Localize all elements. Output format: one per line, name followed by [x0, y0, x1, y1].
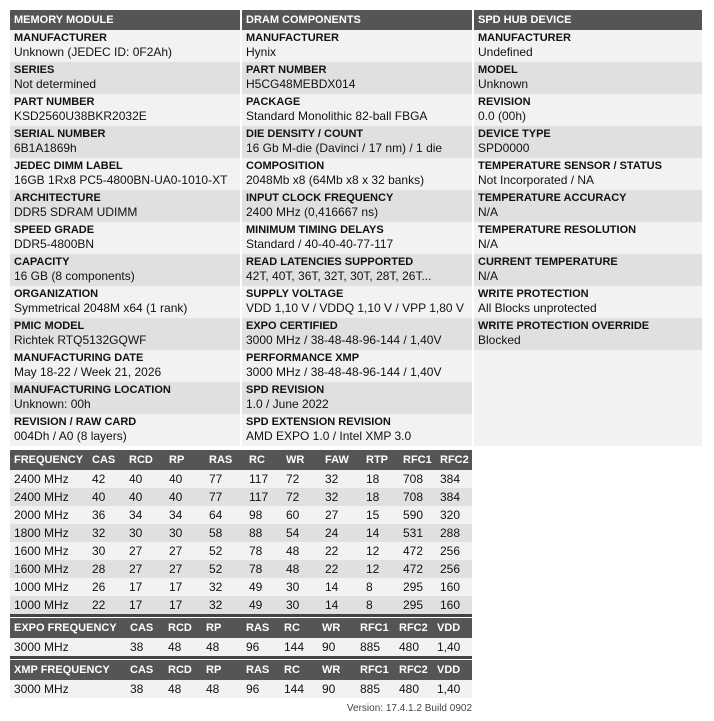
info-row	[10, 414, 240, 446]
table-cell: 48	[282, 560, 321, 578]
info-label: TEMPERATURE ACCURACY	[478, 192, 627, 204]
info-label: MANUFACTURING LOCATION	[14, 384, 171, 396]
info-label: REVISION	[478, 96, 531, 108]
table-cell: 24	[321, 524, 362, 542]
info-value: DDR5 SDRAM UDIMM	[14, 205, 138, 219]
info-label: REVISION / RAW CARD	[14, 416, 137, 428]
info-row	[474, 126, 702, 158]
info-value: 0.0 (00h)	[478, 109, 527, 123]
table-cell: 15	[362, 506, 399, 524]
info-row	[242, 286, 472, 318]
info-label: MANUFACTURER	[246, 32, 339, 44]
column-header: RFC1	[356, 618, 395, 638]
column-header: RC	[245, 450, 282, 470]
table-row	[10, 506, 472, 524]
table-row	[10, 638, 472, 656]
table-header-row	[10, 660, 472, 680]
info-value: 16GB 1Rx8 PC5-4800BN-UA0-1010-XT	[14, 173, 228, 187]
info-row	[10, 318, 240, 350]
table-cell: 1800 MHz	[10, 524, 88, 542]
expo-table	[10, 618, 472, 656]
column-header: RP	[165, 450, 205, 470]
info-row	[10, 30, 240, 62]
table-cell: 17	[165, 578, 205, 596]
info-label: CAPACITY	[14, 256, 70, 268]
table-cell: 160	[436, 578, 472, 596]
info-value: 2400 MHz (0,416667 ns)	[246, 205, 379, 219]
info-value: Richtek RTQ5132GQWF	[14, 333, 147, 347]
column-header: EXPO FREQUENCY	[10, 618, 126, 638]
table-cell: 32	[205, 578, 245, 596]
column-header: WR	[318, 660, 356, 680]
info-value: All Blocks unprotected	[478, 301, 597, 315]
table-cell: 34	[125, 506, 165, 524]
info-value: Not determined	[14, 77, 97, 91]
table-cell: 48	[202, 680, 242, 698]
info-value: 3000 MHz / 38-48-48-96-144 / 1,40V	[246, 365, 442, 379]
column-header: MEMORY MODULE	[10, 10, 240, 30]
table-cell: 32	[205, 596, 245, 614]
spd-hub-column	[474, 10, 702, 446]
info-label: MANUFACTURER	[478, 32, 571, 44]
column-header: RAS	[242, 660, 280, 680]
column-header: RCD	[164, 618, 202, 638]
column-header: RFC2	[395, 618, 433, 638]
divider	[10, 614, 472, 617]
info-label: PART NUMBER	[246, 64, 327, 76]
table-cell: 590	[399, 506, 436, 524]
table-cell: 27	[125, 542, 165, 560]
column-header: VDD	[433, 618, 472, 638]
table-cell: 96	[242, 638, 280, 656]
info-label: EXPO CERTIFIED	[246, 320, 338, 332]
table-cell: 98	[245, 506, 282, 524]
table-cell: 32	[321, 470, 362, 488]
table-cell: 295	[399, 578, 436, 596]
column-header: RC	[280, 660, 318, 680]
info-label: COMPOSITION	[246, 160, 325, 172]
xmp-table	[10, 660, 472, 698]
table-cell: 18	[362, 470, 399, 488]
info-row	[474, 158, 702, 190]
table-cell: 117	[245, 470, 282, 488]
info-value: DDR5-4800BN	[14, 237, 95, 251]
info-label: SUPPLY VOLTAGE	[246, 288, 344, 300]
info-label: MINIMUM TIMING DELAYS	[246, 224, 384, 236]
info-row	[10, 190, 240, 222]
info-label: ARCHITECTURE	[14, 192, 101, 204]
table-cell: 48	[202, 638, 242, 656]
table-cell: 52	[205, 542, 245, 560]
table-cell: 1000 MHz	[10, 578, 88, 596]
info-value: Not Incorporated / NA	[478, 173, 595, 187]
table-cell: 48	[164, 680, 202, 698]
table-cell: 49	[245, 578, 282, 596]
info-value: Standard / 40-40-40-77-117	[246, 237, 394, 251]
table-cell: 256	[436, 560, 472, 578]
info-value: Unknown (JEDEC ID: 0F2Ah)	[14, 45, 173, 59]
table-cell: 22	[88, 596, 125, 614]
info-label: PERFORMANCE XMP	[246, 352, 360, 364]
table-cell: 40	[165, 488, 205, 506]
table-cell: 22	[321, 542, 362, 560]
table-cell: 708	[399, 488, 436, 506]
info-value: Standard Monolithic 82-ball FBGA	[246, 109, 428, 123]
table-cell: 90	[318, 680, 356, 698]
info-value: AMD EXPO 1.0 / Intel XMP 3.0	[246, 429, 412, 443]
info-label: WRITE PROTECTION	[478, 288, 589, 300]
info-row	[474, 62, 702, 94]
info-row	[242, 190, 472, 222]
table-cell: 8	[362, 578, 399, 596]
table-cell: 17	[125, 596, 165, 614]
table-cell: 60	[282, 506, 321, 524]
info-row	[10, 126, 240, 158]
column-header: WR	[318, 618, 356, 638]
table-cell: 531	[399, 524, 436, 542]
table-cell: 88	[245, 524, 282, 542]
info-row	[10, 286, 240, 318]
info-value: N/A	[478, 205, 499, 219]
table-cell: 58	[205, 524, 245, 542]
info-row	[242, 126, 472, 158]
dram-components-column	[242, 10, 472, 446]
divider	[10, 656, 472, 659]
table-cell: 17	[125, 578, 165, 596]
table-cell: 52	[205, 560, 245, 578]
info-label: MANUFACTURING DATE	[14, 352, 144, 364]
table-cell: 36	[88, 506, 125, 524]
table-cell: 40	[125, 488, 165, 506]
info-row	[474, 190, 702, 222]
info-value: 16 Gb M-die (Davinci / 17 nm) / 1 die	[246, 141, 443, 155]
table-cell: 28	[88, 560, 125, 578]
table-cell: 2400 MHz	[10, 470, 88, 488]
table-cell: 30	[88, 542, 125, 560]
table-cell: 77	[205, 488, 245, 506]
info-value: Unknown: 00h	[14, 397, 91, 411]
table-cell: 256	[436, 542, 472, 560]
table-cell: 885	[356, 680, 395, 698]
table-cell: 27	[165, 560, 205, 578]
info-value: N/A	[478, 237, 499, 251]
table-cell: 885	[356, 638, 395, 656]
column-header: RCD	[125, 450, 165, 470]
table-cell: 27	[321, 506, 362, 524]
info-value: 004Dh / A0 (8 layers)	[14, 429, 127, 443]
info-value: N/A	[478, 269, 499, 283]
table-cell: 8	[362, 596, 399, 614]
info-label: ORGANIZATION	[14, 288, 99, 300]
info-label: SPD REVISION	[246, 384, 325, 396]
table-header-row	[10, 450, 472, 470]
table-cell: 708	[399, 470, 436, 488]
table-cell: 64	[205, 506, 245, 524]
table-cell: 27	[165, 542, 205, 560]
column-header: FREQUENCY	[10, 450, 88, 470]
info-row	[10, 158, 240, 190]
column-header: RP	[202, 660, 242, 680]
table-cell: 30	[282, 578, 321, 596]
table-cell: 144	[280, 680, 318, 698]
table-cell: 2000 MHz	[10, 506, 88, 524]
table-cell: 144	[280, 638, 318, 656]
info-label: SPEED GRADE	[14, 224, 95, 236]
table-row	[10, 680, 472, 698]
table-cell: 480	[395, 638, 433, 656]
info-label: PACKAGE	[246, 96, 301, 108]
table-cell: 1000 MHz	[10, 596, 88, 614]
table-cell: 14	[362, 524, 399, 542]
table-row	[10, 470, 472, 488]
info-row	[242, 382, 472, 414]
info-value: Blocked	[478, 333, 521, 347]
table-cell: 40	[88, 488, 125, 506]
table-cell: 54	[282, 524, 321, 542]
table-cell: 30	[125, 524, 165, 542]
column-header: RFC2	[436, 450, 472, 470]
table-row	[10, 560, 472, 578]
column-header: SPD HUB DEVICE	[474, 10, 702, 30]
info-label: DEVICE TYPE	[478, 128, 551, 140]
table-cell: 1,40	[433, 680, 472, 698]
table-cell: 288	[436, 524, 472, 542]
table-cell: 38	[126, 638, 164, 656]
table-cell: 34	[165, 506, 205, 524]
table-cell: 1600 MHz	[10, 542, 88, 560]
info-row	[242, 350, 472, 382]
table-cell: 117	[245, 488, 282, 506]
column-header: RAS	[242, 618, 280, 638]
info-value: 1.0 / June 2022	[246, 397, 329, 411]
info-value: SPD0000	[478, 141, 530, 155]
info-value: Unknown	[478, 77, 529, 91]
table-row	[10, 542, 472, 560]
info-label: READ LATENCIES SUPPORTED	[246, 256, 414, 268]
column-header: FAW	[321, 450, 362, 470]
table-cell: 384	[436, 470, 472, 488]
info-row	[474, 30, 702, 62]
info-value: Hynix	[246, 45, 277, 59]
info-row	[474, 254, 702, 286]
info-label: WRITE PROTECTION OVERRIDE	[478, 320, 650, 332]
info-label: TEMPERATURE SENSOR / STATUS	[478, 160, 662, 172]
info-value: 3000 MHz / 38-48-48-96-144 / 1,40V	[246, 333, 442, 347]
column-header: RTP	[362, 450, 399, 470]
table-cell: 32	[88, 524, 125, 542]
table-row	[10, 578, 472, 596]
info-row	[10, 222, 240, 254]
table-cell: 3000 MHz	[10, 638, 126, 656]
column-header: RP	[202, 618, 242, 638]
column-header: RFC2	[395, 660, 433, 680]
column-header: WR	[282, 450, 321, 470]
info-row	[474, 318, 702, 350]
info-value: KSD2560U38BKR2032E	[14, 109, 147, 123]
column-header: CAS	[126, 660, 164, 680]
table-cell: 12	[362, 542, 399, 560]
info-value: H5CG48MEBDX014	[246, 77, 356, 91]
info-value: Symmetrical 2048M x64 (1 rank)	[14, 301, 188, 315]
info-label: PART NUMBER	[14, 96, 95, 108]
info-label: INPUT CLOCK FREQUENCY	[246, 192, 394, 204]
info-value: 2048Mb x8 (64Mb x8 x 32 banks)	[246, 173, 425, 187]
info-label: TEMPERATURE RESOLUTION	[478, 224, 637, 236]
info-row	[242, 158, 472, 190]
info-value: 16 GB (8 components)	[14, 269, 135, 283]
table-cell: 17	[165, 596, 205, 614]
table-cell: 30	[165, 524, 205, 542]
column-header: XMP FREQUENCY	[10, 660, 126, 680]
info-value: VDD 1,10 V / VDDQ 1,10 V / VPP 1,80 V	[246, 301, 464, 315]
info-label: SERIAL NUMBER	[14, 128, 106, 140]
table-cell: 40	[125, 470, 165, 488]
version-label: Version: 17.4.1.2 Build 0902	[346, 703, 472, 714]
table-cell: 22	[321, 560, 362, 578]
info-value: 42T, 40T, 36T, 32T, 30T, 28T, 26T...	[246, 269, 432, 283]
table-cell: 32	[321, 488, 362, 506]
info-value: Undefined	[478, 45, 533, 59]
column-header: DRAM COMPONENTS	[242, 10, 472, 30]
table-cell: 78	[245, 560, 282, 578]
info-row	[10, 62, 240, 94]
memory-module-column	[10, 10, 240, 446]
table-cell: 40	[165, 470, 205, 488]
info-row	[242, 318, 472, 350]
table-cell: 72	[282, 470, 321, 488]
info-row	[242, 62, 472, 94]
table-row	[10, 488, 472, 506]
table-cell: 12	[362, 560, 399, 578]
info-row	[242, 414, 472, 446]
column-header: RFC1	[356, 660, 395, 680]
timing-table	[10, 450, 472, 614]
table-cell: 14	[321, 578, 362, 596]
table-cell: 295	[399, 596, 436, 614]
table-cell: 160	[436, 596, 472, 614]
table-cell: 30	[282, 596, 321, 614]
info-label: SERIES	[14, 64, 55, 76]
info-value: 6B1A1869h	[14, 141, 77, 155]
table-cell: 1,40	[433, 638, 472, 656]
info-value: May 18-22 / Week 21, 2026	[14, 365, 162, 379]
table-cell: 3000 MHz	[10, 680, 126, 698]
table-cell: 49	[245, 596, 282, 614]
column-header: RFC1	[399, 450, 436, 470]
table-cell: 18	[362, 488, 399, 506]
info-row	[10, 94, 240, 126]
info-row	[10, 254, 240, 286]
info-row	[10, 382, 240, 414]
info-row	[10, 350, 240, 382]
info-label: MODEL	[478, 64, 518, 76]
table-cell: 27	[125, 560, 165, 578]
table-cell: 77	[205, 470, 245, 488]
column-header: RC	[280, 618, 318, 638]
info-row	[474, 94, 702, 126]
info-label: SPD EXTENSION REVISION	[246, 416, 391, 428]
empty-cell	[474, 414, 702, 446]
info-label: MANUFACTURER	[14, 32, 107, 44]
table-header-row	[10, 618, 472, 638]
empty-cell	[474, 382, 702, 414]
table-cell: 1600 MHz	[10, 560, 88, 578]
info-label: JEDEC DIMM LABEL	[14, 160, 123, 172]
info-row	[242, 94, 472, 126]
table-cell: 38	[126, 680, 164, 698]
table-row	[10, 524, 472, 542]
table-cell: 480	[395, 680, 433, 698]
table-cell: 48	[164, 638, 202, 656]
info-grid	[10, 10, 702, 446]
info-row	[242, 254, 472, 286]
info-row	[474, 286, 702, 318]
column-header: RCD	[164, 660, 202, 680]
info-label: DIE DENSITY / COUNT	[246, 128, 364, 140]
table-cell: 320	[436, 506, 472, 524]
info-label: PMIC MODEL	[14, 320, 85, 332]
table-cell: 2400 MHz	[10, 488, 88, 506]
table-cell: 96	[242, 680, 280, 698]
table-cell: 48	[282, 542, 321, 560]
info-row	[474, 222, 702, 254]
table-cell: 90	[318, 638, 356, 656]
empty-cell	[474, 350, 702, 382]
table-row	[10, 596, 472, 614]
table-cell: 472	[399, 560, 436, 578]
column-header: CAS	[126, 618, 164, 638]
column-header: CAS	[88, 450, 125, 470]
table-cell: 78	[245, 542, 282, 560]
column-header: RAS	[205, 450, 245, 470]
table-cell: 384	[436, 488, 472, 506]
info-row	[242, 30, 472, 62]
info-label: CURRENT TEMPERATURE	[478, 256, 618, 268]
table-cell: 472	[399, 542, 436, 560]
table-cell: 42	[88, 470, 125, 488]
column-header: VDD	[433, 660, 472, 680]
table-cell: 72	[282, 488, 321, 506]
info-row	[242, 222, 472, 254]
table-cell: 14	[321, 596, 362, 614]
table-cell: 26	[88, 578, 125, 596]
